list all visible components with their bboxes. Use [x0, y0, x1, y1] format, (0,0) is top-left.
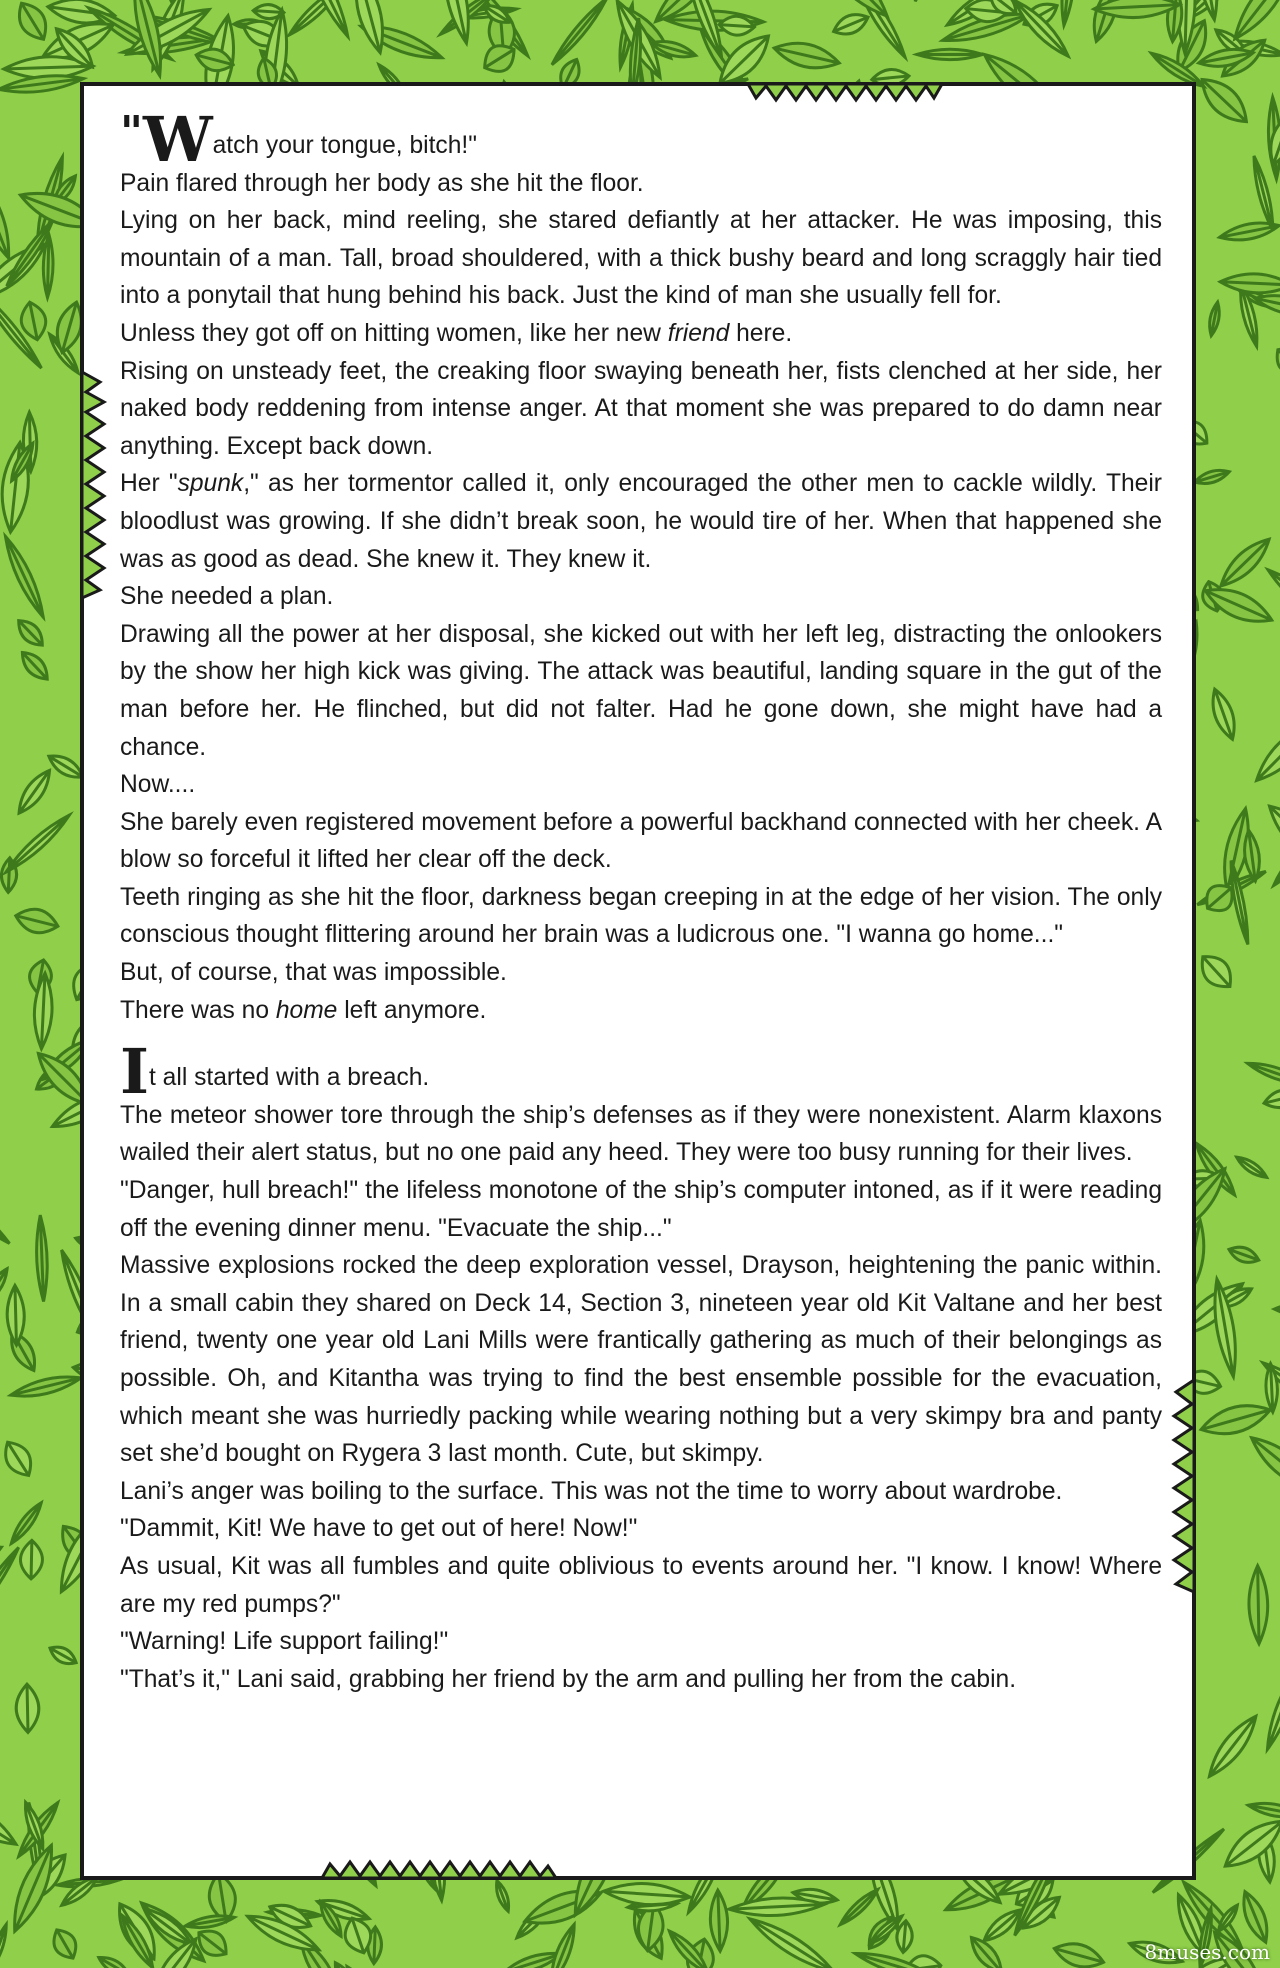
section-one-paragraphs	[120, 165, 1162, 1030]
site-watermark: 8muses.com	[1144, 1940, 1270, 1964]
italic-word: friend	[667, 319, 730, 347]
story-paragraph: But, of course, that was impossible.	[120, 959, 507, 987]
leaf-shape	[199, 1931, 226, 1955]
open-quote-mark: "	[120, 107, 143, 158]
story-paragraph: The meteor shower tore through the ship’s defenses as if they were nonexistent. Alarm klaxons wailed their alert status, but no one paid any heed. They were too busy running for their lives.	[120, 1101, 1162, 1167]
opening-line	[120, 103, 1162, 176]
story-paragraph: Teeth ringing as she hit the floor, darkness began creeping in at the edge of her vision. The only conscious thought flittering around her brain was a ludicrous one. "I wanna go home..."	[120, 883, 1162, 949]
story-text-panel	[80, 82, 1196, 1880]
story-paragraph: "Dammit, Kit! We have to get out of here! Now!"	[120, 1515, 638, 1543]
story-body	[120, 103, 1162, 1698]
story-paragraph: Lani’s anger was boiling to the surface. This was not the time to worry about wardrobe.	[120, 1477, 1063, 1505]
story-paragraph	[120, 465, 1162, 578]
paragraph-text: here.	[729, 319, 793, 347]
opening-line-text: atch your tongue, bitch!"	[212, 132, 477, 159]
section-two-paragraphs	[120, 1097, 1162, 1699]
section-break	[120, 1029, 1162, 1053]
paragraph-text: Unless they got off on hitting women, like her new	[120, 319, 668, 347]
section-two-opening-line	[120, 1035, 1162, 1109]
section-two-opening-text: t all started with a breach.	[149, 1064, 430, 1092]
story-paragraph: Pain flared through her body as she hit the floor.	[120, 169, 644, 197]
story-paragraph: She needed a plan.	[120, 583, 334, 611]
leaf-shape	[917, 49, 983, 59]
story-paragraph: "Danger, hull breach!" the lifeless monotone of the ship’s computer intoned, as if it were reading off the evening dinner menu. "Evacuate the ship..."	[120, 1177, 1162, 1242]
leaf-shape	[1207, 886, 1232, 911]
italic-word: spunk	[177, 470, 244, 498]
story-paragraph	[120, 315, 1162, 353]
paragraph-text: ," as her tormentor called it, only encouraged the other men to cackle wildly. Their bloodlust was growing. If she didn’t break soon, he would tire of her. When that happened she was as good as dead. She knew it. They knew it.	[120, 470, 1162, 573]
italic-word: home	[275, 996, 338, 1024]
drop-cap-i: I	[120, 1035, 150, 1109]
story-paragraph: Rising on unsteady feet, the creaking floor swaying beneath her, fists clenched at her side, her naked body reddening from intense anger. At that moment she was prepared to do damn near anything. Except back down.	[120, 357, 1162, 460]
drop-cap-w: W	[142, 103, 213, 176]
story-paragraph: She barely even registered movement before a powerful backhand connected with her cheek. A blow so forceful it lifted her clear off the deck.	[120, 808, 1162, 874]
story-paragraph: "That’s it," Lani said, grabbing her friend by the arm and pulling her from the cabin.	[120, 1665, 1017, 1693]
paragraph-text: left anymore.	[337, 996, 487, 1024]
story-paragraph: As usual, Kit was all fumbles and quite oblivious to events around her. "I know. I know! Where are my red pumps?"	[120, 1552, 1162, 1618]
story-paragraph: Lying on her back, mind reeling, she stared defiantly at her attacker. He was imposing, this mountain of a man. Tall, broad shouldered, with a thick bushy beard and long scraggly hair tied into a ponytail that hung behind his back. Just the kind of man she usually fell for.	[120, 207, 1162, 310]
story-paragraph: Drawing all the power at her disposal, she kicked out with her left leg, distracting the onlookers by the show her high kick was giving. The attack was beautiful, landing square in the gut of the man before her. He flinched, but did not falter. Had he gone down, she might have had a chance.	[120, 620, 1162, 761]
paragraph-text: There was no	[120, 996, 276, 1024]
leaf-shape	[43, 234, 53, 297]
story-paragraph: Massive explosions rocked the deep exploration vessel, Drayson, heightening the panic within. In a small cabin they shared on Deck 14, Section 3, nineteen year old Kit Valtane and her best friend, twenty one year old Lani Mills were frantically gathering as much of their belongings as possible. Oh, and Kitantha was trying to find the best ensemble possible for the evacuation, which meant she was hurriedly packing while wearing nothing but a very skimpy bra and panty set she’d bought on Rygera 3 last month. Cute, but skimpy.	[120, 1252, 1162, 1468]
paragraph-text: Her "	[120, 470, 178, 498]
leaf-shape	[485, 46, 514, 72]
story-paragraph: "Warning! Life support failing!"	[120, 1628, 449, 1656]
story-paragraph: Now....	[120, 771, 196, 799]
story-paragraph	[120, 992, 1162, 1030]
